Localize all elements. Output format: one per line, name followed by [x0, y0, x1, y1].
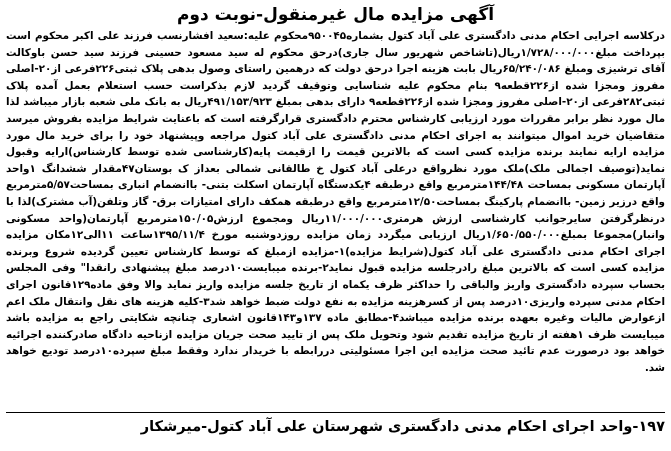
footer-divider — [6, 412, 665, 413]
notice-footer: ۱۹۷-واحد اجرای احکام مدنی دادگستری شهرستان علی آباد کتول-میرشکار — [140, 419, 665, 435]
notice-body: درکلاسه اجرایی احکام مدنی دادگستری علی آباد کتول بشماره۹۵۰۰۴۵محکوم علیه:سعید افشارنسب فرزند علی اکبر محکوم است بپرداخت مبلغ۱/۷۲۸/۰۰۰/۰۰۰ریال(تاشاخص شهریور سال جاری)درحق محکوم له سید مسعود حسینی فرزند سید حسن باوکالت آقای ترشیزی ومبلغ ۶۵/۲۴۰/۰۸۶ریال بابت هزینه اجرا درحق دولت که درهمین راستای وصول بدهی پلاک ثبتی۲۲۶فرعی از۲۰-اصلی مفروز ومجزا شده از۲۲۶قطعه۹ بنام محکوم علیه شناسایی وتوقیف گردید لازم بذکراست حسب استعلام بعمل آمده پلاک ثبتی۲۸۲فرعی از۲۰-اصلی مفروز ومجزا شده از۲۲۶قطعه۹ دارای بدهی بمبلغ ۴۹۱/۱۵۳/۹۲۳ریال به بانک ملی شعبه بازار میباشد لذا مال مورد نظر برابر مقررات مورد ارزیابی کارشناس محترم دادگستری قرارگرفته است که باعنایت شرایط مزایده بفروش میرسد متقاضیان خرید اموال میتوانند به اجرای احکام مدنی دادگستری علی آباد کتول مراجعه وپیشنهاد خود را برای خرید مال مورد مزایده ارایه نمایند برنده مزایده کسی است که بالاترین قیمت را ازقیمت پایه(کارشناسی شده توسط کارشناس)ارایه وقبول نماید(توصیف اجمالی ملک)ملک مورد نظرواقع درعلی آباد کتول خ طالقانی شمالی بعداز ک بوستان۴۷مقدار ششدانگ ۱واحد آپارتمان مسکونی بمساحت ۱۴۴/۴۸مترمربع واقع درطبقه ۴یکدستگاه آپارتمان اسکلت بتنی- باانضمام انباری بمساحت۵/۵۷مترمربع واقع درزیر زمین- باانضمام پارکینگ بمساحت۱۲/۵۰مترمربع واقع درطبقه همکف دارای امتیازات برق- گاز وتلفن(آب مشترک)لذا با درنظرگرفتن سایرجوانب کارشناسی ارزش هرمتری۱۱/۰۰۰/۰۰۰ریال ومجموع ارزش۱۵۰/۰۵مترمربع آپارتمان(واحد مسکونی وانبار)مجموعا بمبلغ۱/۶۵۰/۵۵۰/۰۰۰ریال ارزیابی میگردد زمان مزایده روزدوشنبه مورخ ۱۳۹۵/۱۱/۴ساعت ۱۱الی۱۲مکان مزایده اجرای احکام مدنی دادگستری علی آباد کتول(شرایط مزایده)۱-مزایده ازمبلغ که توسط کارشناس تعیین گردیده شروع وبرنده مزایده کسی است که بالاترین مبلغ رادرجلسه مزایده قبول نماید۲-برنده میبایست۱۰درصد مبلغ پیشنهادی رانقدا" وفی المجلس بحساب سپرده دادگستری واریز والباقی را حداکثر ظرف یکماه از تاریخ جلسه مزایده واریز نماید والا وفق ماده۱۲۹قانون اجرای احکام مدنی سپرده واریزی۱۰درصد پس از کسرهزینه مزایده به نفع دولت ضبط خواهد شد۳-کلیه هزینه های نقل وانتقال ملک اعم ازعوارض مالیات وغیره بعهده برنده مزایده میباشد۴-مطابق ماده ۱۳۷و۱۴۳قانون اشعاری چنانچه شکایتی راجع به مزایده باشد میبایست ظرف ۱هفته از تاریخ مزایده تقدیم شود وتحویل ملک پس از تایید صحت جریان مزایده ازناحیه دادگاه صادرکننده اجرائیه خواهد بود درصورت عدم تائید صحت مزایده این اجرا مسئولیتی دررابطه با خریدار ندارد وفقط مبلغ سپرده۱۰درصد تودیع خواهد شد. — [6, 30, 665, 374]
notice-title: آگهی مزایده مال غیرمنقول-نوبت دوم — [176, 5, 495, 25]
auction-notice — [6, 4, 665, 447]
